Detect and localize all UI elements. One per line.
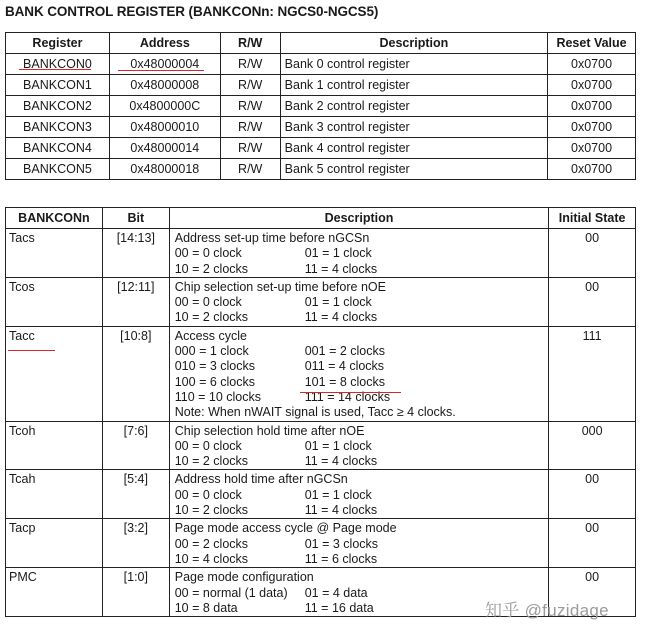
option-value: 00 = 0 clock — [174, 487, 242, 502]
watermark: 知乎 @fuzidage — [485, 601, 609, 620]
field-bit: [12:11] — [102, 277, 169, 326]
page-title: BANK CONTROL REGISTER (BANKCONn: NGCS0-NGCS5) — [5, 4, 379, 19]
option-value: 01 = 4 data — [304, 585, 368, 600]
table-row — [6, 277, 636, 326]
option-value: 10 = 2 clocks — [174, 261, 249, 276]
option-row — [175, 375, 549, 390]
register-cell: 0x0700 — [548, 54, 636, 75]
table-row — [6, 470, 636, 519]
field-name: Tacs — [6, 229, 103, 278]
option-value: 10 = 2 clocks — [174, 454, 249, 469]
field-initial-state: 00 — [549, 229, 636, 278]
option-row — [175, 488, 549, 503]
option-row — [175, 310, 549, 325]
option-row — [175, 246, 549, 261]
field-summary: Page mode access cycle @ Page mode — [174, 521, 397, 536]
register-col-header: Register — [6, 33, 110, 54]
option-row — [175, 439, 549, 454]
field-description — [169, 277, 549, 326]
register-cell: Bank 2 control register — [280, 96, 547, 117]
option-value: 110 = 10 clocks — [174, 389, 262, 404]
field-description — [169, 326, 549, 421]
field-bit: [1:0] — [102, 568, 169, 617]
option-value: 01 = 1 clock — [304, 487, 372, 502]
register-cell: 0x48000008 — [109, 75, 220, 96]
field-description — [169, 470, 549, 519]
register-cell: BANKCON4 — [6, 138, 110, 159]
option-row — [175, 262, 549, 277]
register-cell: R/W — [220, 138, 280, 159]
option-value: 10 = 2 clocks — [174, 310, 249, 325]
register-cell: BANKCON1 — [6, 75, 110, 96]
option-value: 11 = 6 clocks — [304, 551, 378, 566]
option-value: 11 = 4 clocks — [304, 503, 378, 518]
table-row — [6, 138, 636, 159]
field-initial-state: 111 — [549, 326, 636, 421]
register-cell: R/W — [220, 75, 280, 96]
field-description — [169, 421, 549, 470]
option-value: 11 = 4 clocks — [304, 261, 378, 276]
field-summary: Chip selection hold time after nOE — [174, 423, 365, 438]
field-summary: Chip selection set-up time before nOE — [174, 279, 386, 294]
option-value: 00 = normal (1 data) — [174, 585, 288, 600]
field-bit: [14:13] — [102, 229, 169, 278]
bit-col-header: Initial State — [549, 208, 636, 229]
field-bit: [7:6] — [102, 421, 169, 470]
field-summary: Address hold time after nGCSn — [174, 472, 348, 487]
register-table-header — [6, 33, 636, 54]
annotation-underline-bankcon0 — [19, 69, 91, 70]
option-value: 11 = 4 clocks — [304, 310, 378, 325]
register-cell: 0x0700 — [548, 117, 636, 138]
register-table — [5, 32, 636, 180]
field-name: Tacp — [6, 519, 103, 568]
register-cell: 0x48000018 — [109, 159, 220, 180]
option-value: 001 = 2 clocks — [304, 344, 385, 359]
field-bit: [3:2] — [102, 519, 169, 568]
option-value: 00 = 0 clock — [174, 438, 242, 453]
register-cell: BANKCON3 — [6, 117, 110, 138]
field-note: Note: When nWAIT signal is used, Tacc ≥ 4 clocks. — [174, 405, 456, 420]
option-value: 011 = 4 clocks — [304, 359, 385, 374]
register-col-header: R/W — [220, 33, 280, 54]
register-cell: 0x0700 — [548, 159, 636, 180]
table-row — [6, 421, 636, 470]
option-value: 10 = 8 data — [174, 600, 238, 615]
field-bit: [5:4] — [102, 470, 169, 519]
register-cell: 0x0700 — [548, 75, 636, 96]
field-bit: [10:8] — [102, 326, 169, 421]
field-initial-state: 000 — [549, 421, 636, 470]
register-cell: R/W — [220, 54, 280, 75]
option-row — [175, 454, 549, 469]
register-cell: 0x0700 — [548, 96, 636, 117]
register-col-header: Address — [109, 33, 220, 54]
option-value: 01 = 1 clock — [304, 246, 372, 261]
field-description — [169, 229, 549, 278]
table-row — [6, 229, 636, 278]
register-cell: BANKCON2 — [6, 96, 110, 117]
field-name: Tcoh — [6, 421, 103, 470]
option-value: 101 = 8 clocks — [304, 374, 385, 389]
table-row — [6, 117, 636, 138]
bankcon-bit-table — [5, 207, 636, 617]
option-value: 00 = 0 clock — [174, 295, 242, 310]
register-cell: R/W — [220, 159, 280, 180]
field-description — [169, 519, 549, 568]
option-row — [175, 503, 549, 518]
option-value: 10 = 4 clocks — [174, 551, 249, 566]
register-cell: 0x48000014 — [109, 138, 220, 159]
option-value: 100 = 6 clocks — [174, 374, 255, 389]
option-row — [175, 344, 549, 359]
register-cell: Bank 5 control register — [280, 159, 547, 180]
field-name: Tcos — [6, 277, 103, 326]
bit-table-header — [6, 208, 636, 229]
field-summary: Access cycle — [174, 328, 247, 343]
table-row — [6, 326, 636, 421]
option-value: 10 = 2 clocks — [174, 503, 249, 518]
option-value: 000 = 1 clock — [174, 344, 249, 359]
register-cell: R/W — [220, 117, 280, 138]
table-row — [6, 159, 636, 180]
field-initial-state: 00 — [549, 568, 636, 617]
register-cell: 0x48000010 — [109, 117, 220, 138]
register-col-header: Reset Value — [548, 33, 636, 54]
field-summary: Address set-up time before nGCSn — [174, 231, 370, 245]
register-cell: Bank 0 control register — [280, 54, 547, 75]
annotation-underline-address — [118, 70, 204, 71]
option-value: 01 = 3 clocks — [304, 536, 379, 551]
option-row — [175, 295, 549, 310]
register-cell: Bank 1 control register — [280, 75, 547, 96]
option-row — [175, 552, 549, 567]
option-value: 00 = 0 clock — [174, 246, 242, 261]
table-row — [6, 96, 636, 117]
table-row — [6, 519, 636, 568]
annotation-underline-tacc — [8, 350, 55, 351]
option-row — [175, 537, 549, 552]
field-summary: Page mode configuration — [174, 570, 314, 585]
field-name: Tacc — [6, 326, 103, 421]
field-name: Tcah — [6, 470, 103, 519]
option-value: 111 = 14 clocks — [304, 389, 391, 404]
field-initial-state: 00 — [549, 277, 636, 326]
field-initial-state: 00 — [549, 519, 636, 568]
bit-col-header: Description — [169, 208, 549, 229]
option-value: 010 = 3 clocks — [174, 359, 255, 374]
register-cell: R/W — [220, 96, 280, 117]
field-initial-state: 00 — [549, 470, 636, 519]
register-cell: 0x0700 — [548, 138, 636, 159]
table-row — [6, 75, 636, 96]
option-value: 11 = 4 clocks — [304, 454, 378, 469]
option-value: 00 = 2 clocks — [174, 536, 249, 551]
option-value: 11 = 16 data — [304, 600, 374, 615]
table-row — [6, 54, 636, 75]
bit-col-header: Bit — [102, 208, 169, 229]
bit-col-header: BANKCONn — [6, 208, 103, 229]
register-cell: BANKCON0 — [6, 54, 110, 75]
register-cell: Bank 4 control register — [280, 138, 547, 159]
register-cell: 0x48000004 — [109, 54, 220, 75]
option-value: 01 = 1 clock — [304, 438, 372, 453]
register-cell: Bank 3 control register — [280, 117, 547, 138]
option-row — [175, 359, 549, 374]
register-col-header: Description — [280, 33, 547, 54]
register-cell: 0x4800000C — [109, 96, 220, 117]
field-name: PMC — [6, 568, 103, 617]
register-cell: BANKCON5 — [6, 159, 110, 180]
annotation-underline-8-clocks — [300, 392, 401, 393]
option-value: 01 = 1 clock — [304, 295, 372, 310]
